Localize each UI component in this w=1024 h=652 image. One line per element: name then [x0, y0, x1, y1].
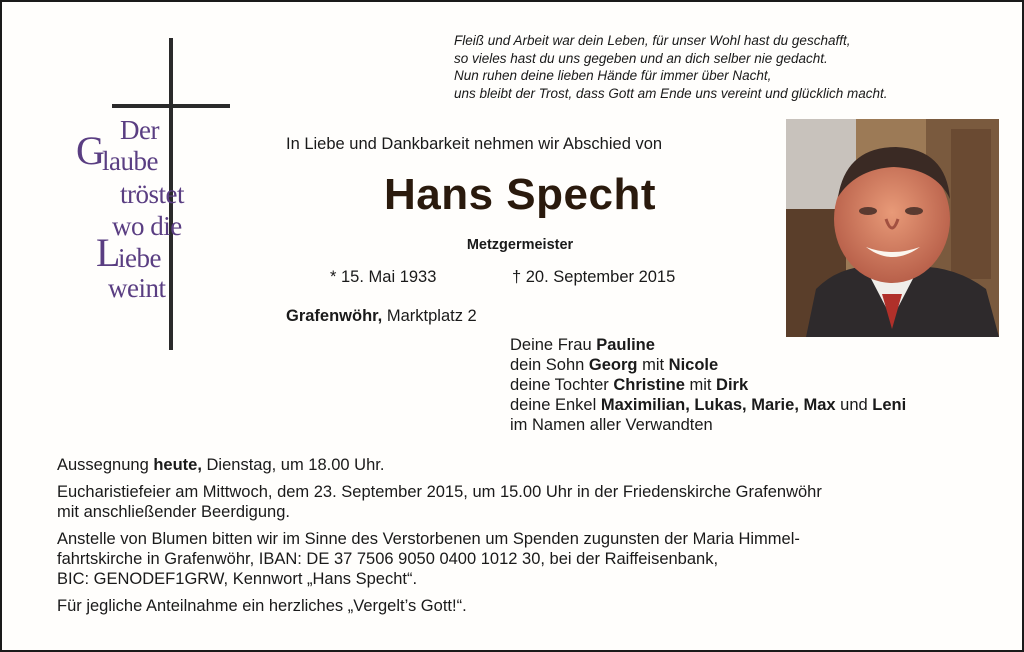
- poem: [454, 32, 994, 102]
- notice-line: BIC: GENODEF1GRW, Kennwort „Hans Specht“.: [57, 570, 418, 588]
- cross-icon-horizontal: [112, 104, 230, 108]
- family-text: dein Sohn: [510, 356, 589, 374]
- birth-date: * 15. Mai 1933: [330, 268, 437, 286]
- motto-word: laube: [102, 146, 158, 176]
- notice-text: Aussegnung: [57, 456, 154, 474]
- motto-word: wo die: [112, 211, 182, 241]
- family-member: Pauline: [596, 336, 655, 354]
- portrait-photo: [786, 119, 999, 337]
- notice-donations: [57, 529, 977, 589]
- motto-der-glaube-troestet: [72, 115, 212, 315]
- poem-line: Nun ruhen deine lieben Hände für immer über Nacht,: [454, 68, 772, 83]
- address: [286, 307, 477, 326]
- family-member: Nicole: [668, 356, 719, 374]
- deceased-name: Hans Specht: [383, 170, 656, 219]
- notice-line: Anstelle von Blumen bitten wir im Sinne des Verstorbenen um Spenden zugunsten der Maria Himmel-: [57, 530, 800, 548]
- family-list: [510, 335, 906, 435]
- family-member: Dirk: [716, 376, 749, 394]
- family-text: deine Enkel: [510, 396, 601, 414]
- family-line: [510, 395, 906, 415]
- notice-text: Dienstag, um 18.00 Uhr.: [201, 456, 385, 474]
- notice-line: mit anschließender Beerdigung.: [57, 503, 290, 521]
- motto-initial: L: [96, 230, 120, 275]
- notice-line: Eucharistiefeier am Mittwoch, dem 23. September 2015, um 15.00 Uhr in der Friedenskirche Grafenwöhr: [57, 483, 822, 501]
- notice-mass: [57, 482, 977, 522]
- address-street: Marktplatz 2: [382, 307, 477, 325]
- notice-blessing: [57, 455, 977, 475]
- motto-word: tröstet: [120, 179, 184, 209]
- family-member: Maximilian, Lukas, Marie, Max: [600, 396, 836, 414]
- notice-emphasis: heute,: [153, 456, 202, 474]
- poem-line: Fleiß und Arbeit war dein Leben, für unser Wohl hast du geschafft,: [454, 33, 851, 48]
- family-line: [510, 335, 906, 355]
- motto-initial: G: [76, 128, 105, 173]
- motto-word: weint: [108, 273, 166, 303]
- intro-text: In Liebe und Dankbarkeit nehmen wir Abschied von: [286, 135, 663, 153]
- poem-line: uns bleibt der Trost, dass Gott am Ende uns vereint und glücklich macht.: [454, 85, 888, 101]
- family-member: Leni: [872, 396, 907, 414]
- motto-word: iebe: [118, 243, 161, 273]
- notice-text: Für jegliche Anteilnahme ein herzliches „Vergelt’s Gott!“.: [57, 597, 467, 615]
- profession: Metzgermeister: [466, 237, 574, 253]
- death-date: † 20. September 2015: [512, 268, 676, 286]
- family-text: mit: [684, 376, 717, 394]
- family-text: mit: [637, 356, 669, 374]
- family-line: [510, 375, 906, 395]
- family-text: Deine Frau: [510, 336, 597, 354]
- family-line: im Namen aller Verwandten: [510, 416, 713, 434]
- motto-word: Der: [120, 115, 159, 145]
- family-text: deine Tochter: [510, 376, 614, 394]
- notice-thanks: [57, 596, 977, 616]
- family-text: und: [835, 396, 873, 414]
- address-town: Grafenwöhr,: [286, 307, 383, 325]
- family-member: Georg: [588, 356, 638, 374]
- notices: [57, 455, 977, 623]
- poem-line: so vieles hast du uns gegeben und an dich selber nie gedacht.: [454, 50, 828, 66]
- family-member: Christine: [613, 376, 685, 394]
- notice-line: fahrtskirche in Grafenwöhr, IBAN: DE 37 7506 9050 0400 1012 30, bei der Raiffeisenbank,: [57, 550, 719, 568]
- family-line: [510, 355, 906, 375]
